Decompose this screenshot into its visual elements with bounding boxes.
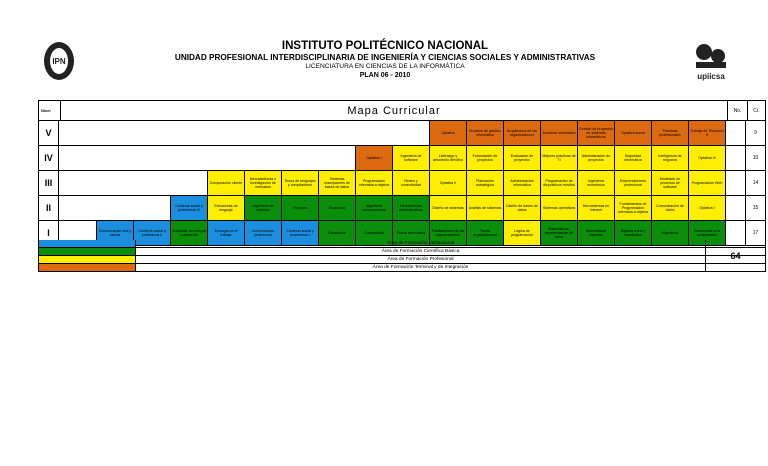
subject-cell: Estructuras de lenguaje <box>207 196 244 220</box>
subject-cell: Auditoría informática <box>540 121 577 145</box>
subject-cell: Modelos de gestión informática <box>466 121 503 145</box>
legend <box>38 240 766 272</box>
subject-count: 14 <box>752 180 759 186</box>
subject-count: 10 <box>752 155 759 161</box>
legend-swatch <box>39 264 136 271</box>
subject-cell: Arquitectura de las organizaciones <box>503 121 540 145</box>
subject-cell: Ingeniería económica <box>577 171 614 195</box>
subject-cell: Diseño de bases de datos <box>503 196 540 220</box>
subject-cell: Algoritmos <box>651 221 688 245</box>
subject-cell: Comunicación profesional <box>244 221 281 245</box>
subject-cell: Álgebra lineal y estadística <box>614 221 651 245</box>
subject-cell: Sociedad, tecnología y desarrollo <box>170 221 207 245</box>
subject-cell: Planeación estratégica <box>466 171 503 195</box>
subject-cell: Estadística <box>318 221 355 245</box>
legend-label: Área de Formación Científica Básica <box>136 248 706 255</box>
subject-cell: Trabajo de Titulación II <box>688 121 725 145</box>
subject-cell: Programación orientada a objetos <box>355 171 392 195</box>
subject-cell: Mejores prácticas de TI <box>540 146 577 170</box>
subject-cell: Seguridad informática <box>614 146 651 170</box>
subject-cell: Emprendimiento profesional <box>614 171 651 195</box>
subject-cell: Sistemas operativos <box>540 196 577 220</box>
subject-cell: Fundamentos de las organizaciones <box>429 221 466 245</box>
subject-cell: Optativa I <box>355 146 392 170</box>
subject-cell: Administración de proyectos <box>577 146 614 170</box>
legend-row <box>39 263 765 271</box>
legend-swatch <box>39 248 136 255</box>
legend-swatch <box>39 240 136 247</box>
no-header: No. <box>728 101 748 120</box>
subject-cells <box>429 121 725 145</box>
subject-cells <box>207 171 725 195</box>
subject-cell: Finanzas <box>281 196 318 220</box>
legend-row <box>39 240 765 247</box>
legend-row <box>39 255 765 263</box>
subject-cell: Programación de dispositivos móviles <box>540 171 577 195</box>
subject-cell: Programación Web <box>688 171 725 195</box>
subject-cell: Contexto social y profesional II <box>133 221 170 245</box>
subject-cell: Comunicación oral y escrita <box>96 221 133 245</box>
legend-row <box>39 247 765 255</box>
subject-area <box>59 171 726 195</box>
legend-swatch <box>39 256 136 263</box>
svg-text:upiicsa: upiicsa <box>697 72 725 81</box>
legend-label: Área de Formación Terminal y de Integración <box>136 264 706 271</box>
subject-cell: Formulación de proyectos <box>466 146 503 170</box>
subject-area <box>59 121 726 145</box>
subject-cells <box>355 146 725 170</box>
plan-title: PLAN 06 - 2010 <box>359 72 411 79</box>
subject-cells <box>170 196 725 220</box>
subject-cell: Optativa I <box>688 196 725 220</box>
unit-title: UNIDAD PROFESIONAL INTERDISCIPLINARIA DE INGENIERÍA Y CIENCIAS SOCIALES Y ADMINISTRATIVAS <box>174 53 596 62</box>
level-row <box>39 145 765 170</box>
level-label: V <box>39 121 59 145</box>
page-header <box>100 40 670 80</box>
subject-count: 9 <box>754 130 757 136</box>
curriculum-grid <box>38 100 766 246</box>
subject-cell: Herramientas administrativas <box>392 196 429 220</box>
level-label: IV <box>39 146 59 170</box>
subject-cell: Ecología en el trabajo <box>207 221 244 245</box>
level-label: I <box>39 221 59 245</box>
level-rows <box>39 120 765 245</box>
subject-cell: Teoría informática <box>392 221 429 245</box>
subject-cell: Modelado de procesos de software <box>651 171 688 195</box>
subject-cell: Diseño de sistemas <box>429 196 466 220</box>
cr-header: Cr. <box>753 107 760 114</box>
subject-cell: Inteligencia de negocios <box>651 146 688 170</box>
svg-text:IPN: IPN <box>52 57 66 66</box>
degree-title: LICENCIATURA EN CIENCIAS DE LA INFORMÁTICA <box>305 63 465 70</box>
subject-area <box>59 146 726 170</box>
level-label: III <box>39 171 59 195</box>
subject-area <box>59 196 726 220</box>
subject-cell: Redes y conectividad <box>392 171 429 195</box>
no-cell <box>726 121 746 145</box>
total-count: 64 <box>705 240 766 272</box>
level-label: II <box>39 196 59 220</box>
subject-count: 15 <box>752 205 759 211</box>
ipn-logo <box>42 40 76 82</box>
no-cell <box>726 146 746 170</box>
subject-cell: Teoría organizacional <box>466 221 503 245</box>
subject-cell: Prácticas profesionales <box>651 121 688 145</box>
subject-cell: Optativa social <box>614 121 651 145</box>
subject-cell: Optativa III <box>688 146 725 170</box>
subject-cell: Evaluación de proyectos <box>503 146 540 170</box>
no-cell <box>726 196 746 220</box>
subject-cell: Ingeniería de software <box>392 146 429 170</box>
subject-cell: Herramientas en Internet <box>577 196 614 220</box>
legend-label: Área de Formación Institucional <box>136 240 706 247</box>
subject-cell: Optativa II <box>429 171 466 195</box>
subject-cell: Contabilidad <box>355 221 392 245</box>
subject-cell: Gestión de proyectos de sistemas informáticos <box>577 121 614 145</box>
grid-title: Mapa Curricular <box>347 104 441 117</box>
level-row <box>39 170 765 195</box>
institution-title: INSTITUTO POLITÉCNICO NACIONAL <box>281 40 489 52</box>
subject-cell: Lógica de programación <box>503 221 540 245</box>
subject-cell: Comunicación de datos <box>651 196 688 220</box>
subject-cell: Computación cliente <box>207 171 244 195</box>
subject-count: 17 <box>752 230 759 236</box>
upiicsa-logo <box>690 40 732 82</box>
level-row <box>39 195 765 220</box>
subject-cell: Contexto social y profesional I <box>281 221 318 245</box>
subject-cell: Sistemas manejadores de bases de datos <box>318 171 355 195</box>
grid-header-row <box>39 101 765 120</box>
subject-cell: Matemáticas discretas <box>577 221 614 245</box>
subject-cell: Administración informática <box>503 171 540 195</box>
subject-cell: Economía <box>318 196 355 220</box>
subject-cell: Teoría de lenguajes y compiladores <box>281 171 318 195</box>
subject-cell: Fundamentos de Programación orientada a objetos <box>614 196 651 220</box>
subject-cell: Ingeniería de software <box>244 196 281 220</box>
subject-cell: Contexto social y profesional III <box>170 196 207 220</box>
subject-cell: Matemáticas, representación de datos <box>540 221 577 245</box>
subject-cell: Algoritmia computacional <box>355 196 392 220</box>
no-cell <box>726 171 746 195</box>
subject-cell: Liderazgo y desarrollo directivo <box>429 146 466 170</box>
subject-cell: Análisis de sistemas <box>466 196 503 220</box>
subject-cell: Mercadotecnia e investigación de mercados <box>244 171 281 195</box>
subject-cell: Introducción a la computación <box>688 221 725 245</box>
level-header: Nivel <box>39 101 61 120</box>
legend-label: Área de Formación Profesional <box>136 256 706 263</box>
subject-cell: Optativa <box>429 121 466 145</box>
level-row <box>39 120 765 145</box>
